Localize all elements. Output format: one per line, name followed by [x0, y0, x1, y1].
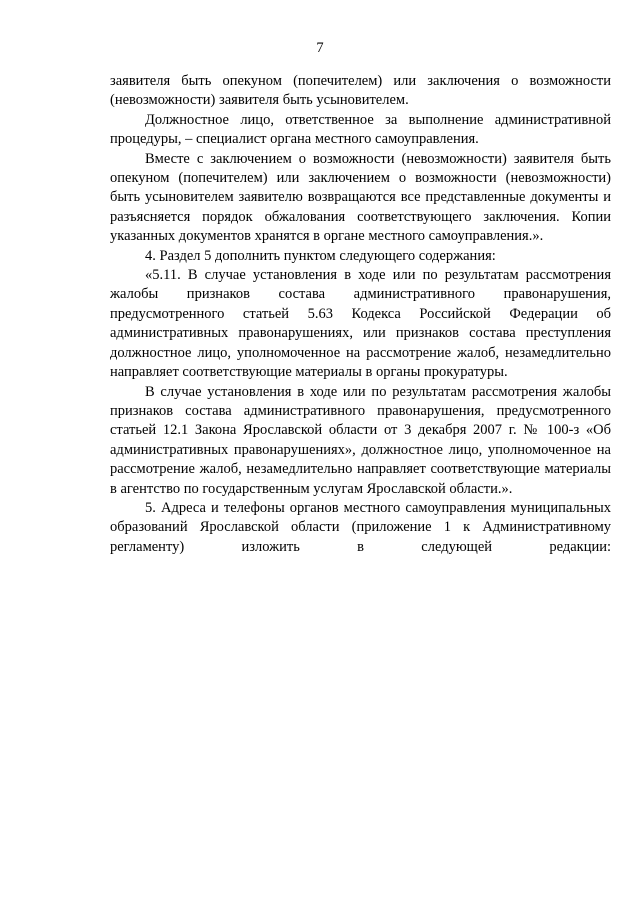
- paragraph-clause-5-11: «5.11. В случае установления в ходе или по результатам рассмотрения жалобы признаков состава административного правонарушения, предусмотренного статьей 5.63 Кодекса Российской Федерации об административных правонарушениях, или признаков состава преступления должностное лицо, уполномоченное на рассмотрение жалоб, незамедлительно направляет соответствующие материалы в органы прокуратуры.: [110, 267, 611, 381]
- paragraph-continuation: заявителя быть опекуном (попечителем) или заключения о возможности (невозможности) заявителя быть усыновителем.: [110, 73, 611, 109]
- document-body: [110, 72, 611, 557]
- paragraph-section-5-amendment: 4. Раздел 5 дополнить пунктом следующего содержания:: [145, 247, 496, 264]
- paragraph-regional-law: В случае установления в ходе или по результатам рассмотрения жалобы признаков состава административного правонарушения, предусмотренного статьей 12.1 Закона Ярославской области от 3 декабря 2007 г. № 100-з «Об административных правонарушениях», должностное лицо, уполномоченное на рассмотрение жалоб, незамедлительно направляет соответствующие материалы в агентство по государственным услугам Ярославской области.».: [110, 383, 611, 497]
- paragraph-responsible-official: Должностное лицо, ответственное за выполнение административной процедуры, – специалист органа местного самоуправления.: [110, 111, 611, 148]
- paragraph-documents-return: Вместе с заключением о возможности (невозможности) заявителя быть опекуном (попечителем) или заключением о возможности (невозможности) быть усыновителем заявителю возвращаются все представленные документы и разъясняется порядок обжалования соответствующего заключения. Копии указанных документов хранятся в органе местного самоуправления.».: [110, 150, 611, 245]
- page-number: 7: [316, 40, 324, 56]
- paragraph-addresses-phones: 5. Адреса и телефоны органов местного самоуправления муниципальных образований Ярославской области (приложение 1 к Административному регламенту) изложить в следующей редакции:: [110, 499, 611, 555]
